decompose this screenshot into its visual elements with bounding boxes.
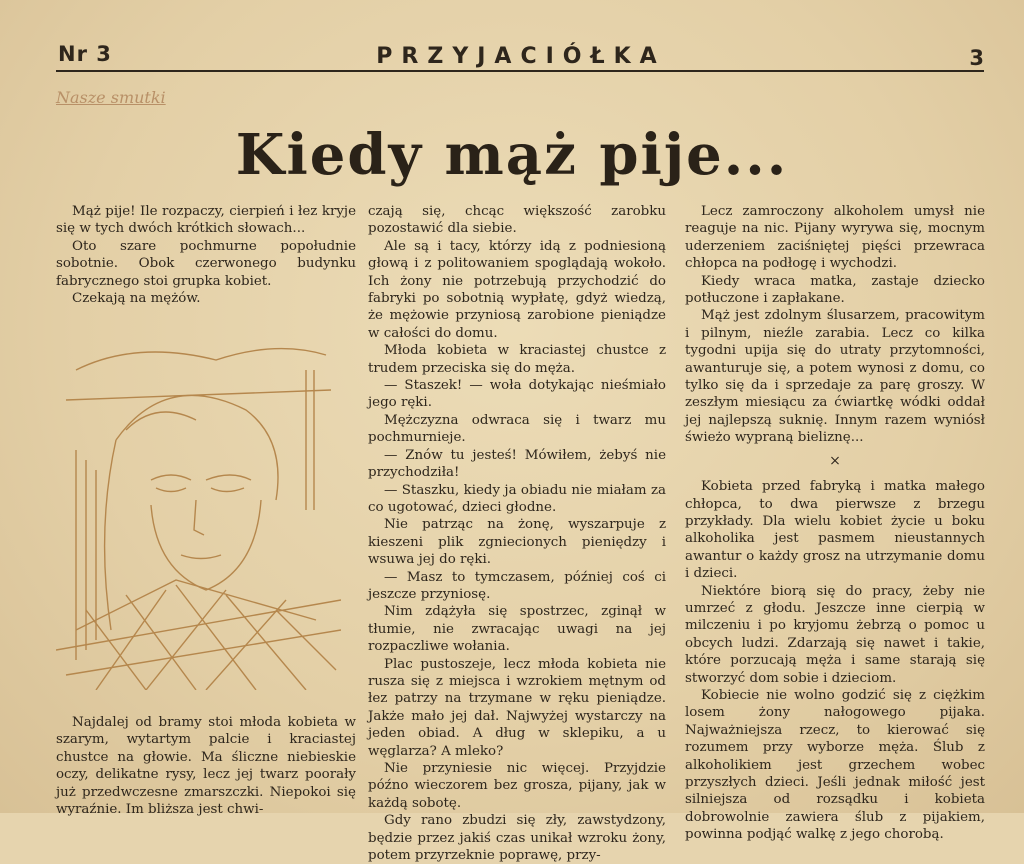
paragraph: Plac pustoszeje, lecz młoda kobieta nie rusza się z miejsca i wzrokiem mętnym od łez patrzy na trzymane w ręku pieniądze. Jakże mało jej dał. Najwyżej wystarczy na jeden obiad. A dług w sklepiku, a u węglarza? A mleko? (368, 656, 666, 759)
paragraph: Kobiecie nie wolno godzić się z ciężkim losem żony nałogowego pijaka. Najważniejsza rzecz, to kierować się rozumem przy wyborze męża. Ślub z alkoholikiem jest grzechem wobec przyszłych dzieci. Jeśli jednak miłość jest silniejsza od rozsądku i kobieta dobrowolnie zawiera ślub z pijakiem, powinna podjąć walkę z jego chorobą. (685, 687, 985, 843)
paragraph: Oto szare pochmurne popołudnie sobotnie. Obok czerwonego budynku fabrycznego stoi grupka kobiet. (56, 238, 356, 289)
paragraph: Lecz zamroczony alkoholem umysł nie reaguje na nic. Pijany wyrywa się, mocnym uderzeniem zaciśniętej pięści przewraca chłopca na podłogę i wychodzi. (685, 204, 985, 272)
paragraph: Nie patrząc na żonę, wyszarpuje z kieszeni plik zgniecionych pieniędzy i wsuwa jej do ręki. (368, 517, 666, 568)
paragraph: Kiedy wraca matka, zastaje dziecko potłuczone i zapłakane. (685, 273, 985, 307)
paragraph: Nim zdążyła się spostrzec, zginął w tłumie, nie zwracając uwagi na jej rozpaczliwe wołania. (368, 604, 666, 655)
paragraph: Niektóre biorą się do pracy, żeby nie umrzeć z głodu. Jeszcze inne cierpią w milczeniu i po kryjomu żebrzą o pomoc u obcych ludzi. Zdarzają się nawet i takie, które porzucają męża i same starają się stworzyć dom sobie i dzieciom. (685, 583, 985, 686)
paragraph: Ale są i tacy, którzy idą z podniesioną głową i z politowaniem spoglądają wokoło. Ich żony nie potrzebują przychodzić do fabryki po sobotnią wypłatę, gdyż wiedzą, że mężowie przyniosą zarobione pieniądze w całości do domu. (368, 238, 666, 341)
paragraph: Mężczyzna odwraca się i twarz mu pochmurnieje. (368, 412, 666, 446)
headline: Kiedy mąż pije... (235, 122, 789, 188)
paragraph: Kobieta przed fabryką i matka małego chłopca, to dwa pierwsze z brzegu przykłady. Dla wielu kobiet życie u boku alkoholika jest pasmem nieustannych awantur o każdy grosz na utrzymanie domu i dzieci. (685, 479, 985, 582)
page-header (58, 40, 984, 74)
paragraph: czają się, chcąc większość zarobku pozostawić dla siebie. (368, 204, 666, 237)
paragraph: — Znów tu jesteś! Mówiłem, żebyś nie przychodziła! (368, 447, 666, 481)
paragraph: Czekają na mężów. (72, 291, 201, 307)
paragraph: — Masz to tymczasem, później coś ci jeszcze przyniosę. (368, 569, 666, 602)
column-2 (368, 203, 666, 864)
column-1 (56, 203, 356, 307)
paragraph: Mąż pije! Ile rozpaczy, cierpień i łez kryje się w tych dwóch krótkich słowach... (56, 204, 356, 237)
page-number: 3 (969, 46, 984, 70)
paragraph: Nie przyniesie nic więcej. Przyjdzie późno wieczorem bez grosza, pijany, jak w każdą sobotę. (368, 761, 666, 811)
paragraph: — Staszku, kiedy ja obiadu nie miałam za co ugotować, dzieci głodne. (368, 482, 666, 515)
paragraph: Najdalej od bramy stoi młoda kobieta w szarym, wytartym palcie i kraciastej chustce na głowie. Ma śliczne niebieskie oczy, delikatne rysy, lecz jej twarz poorały już przedwczesne zmarszczki. Niepokoi się wyraźnie. Im bliższa jest chwi- (56, 715, 356, 818)
paragraph: Młoda kobieta w kraciastej chustce z trudem przeciska się do męża. (368, 343, 666, 376)
header-rule (56, 70, 984, 72)
magazine-title: PRZYJACIÓŁKA (376, 44, 666, 69)
woman-illustration (56, 330, 341, 690)
section-separator: × (829, 452, 841, 469)
paragraph: Gdy rano zbudzi się zły, zawstydzony, będzie przez jakiś czas unikał wzroku żony, potem przyrzeknie poprawę, przy- (368, 813, 666, 864)
column-1-bottom (56, 714, 356, 818)
paragraph: — Staszek! — woła dotykając nieśmiało jego ręki. (368, 378, 666, 411)
issue-number: Nr 3 (58, 42, 112, 66)
paragraph: Mąż jest zdolnym ślusarzem, pracowitym i pilnym, nieźle zarabia. Lecz co kilka tygodni upija się do utraty przytomności, awanturuje się, a potem wynosi z domu, co tylko się da i sprzedaje za parę groszy. W zeszłym miesiącu za ćwiartkę wódki oddał jej najlepszą suknię. Innym razem wyniósł świeżo wypraną bieliznę... (685, 308, 985, 446)
section-label: Nasze smutki (56, 88, 166, 107)
column-3 (685, 203, 985, 844)
